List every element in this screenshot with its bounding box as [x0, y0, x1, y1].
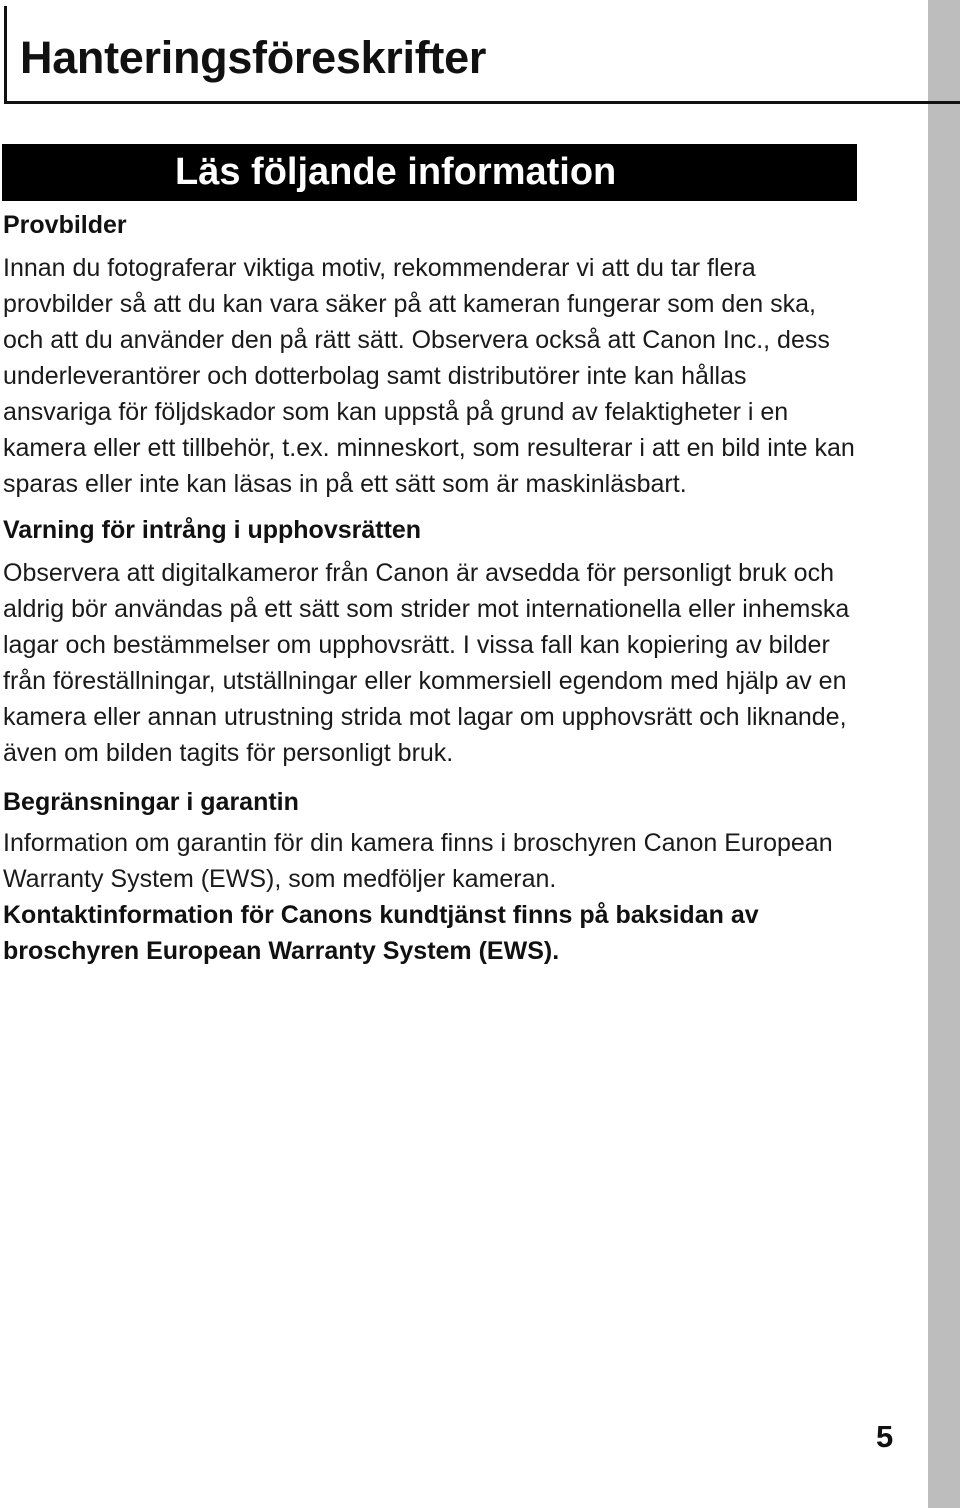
page-title: Hanteringsföreskrifter [20, 32, 487, 83]
section-paragraph-provbilder: Innan du fotograferar viktiga motiv, rekommenderar vi att du tar flera provbilder så att du kan vara säker på att kameran fungerar som den ska, och att du använder den på rätt sätt. Observera också att Canon Inc., dess underleverantörer och dotterbolag samt distributörer inte kan hållas ansvariga för följdskador som kan uppstå på grund av felaktigheter i en kamera eller ett tillbehör, t.ex. minneskort, som resulterar i att en bild inte kan sparas eller inte kan läsas in på ett sätt som är maskinläsbart. [3, 254, 855, 498]
section-heading-provbilder: Provbilder [3, 211, 127, 239]
section-banner [2, 144, 857, 201]
section-heading-warranty: Begränsningar i garantin [3, 788, 299, 816]
section-paragraph-warranty: Information om garantin för din kamera finns i broschyren Canon European Warranty System (EWS), som medföljer kameran. [3, 829, 833, 893]
section-heading-copyright: Varning för intrång i upphovsrätten [3, 516, 422, 544]
title-block [0, 0, 960, 104]
page-edge-strip [928, 0, 960, 1508]
section-paragraph-warranty-contact: Kontaktinformation för Canons kundtjänst finns på baksidan av broschyren European Warranty System (EWS). [3, 901, 759, 965]
title-left-rule [4, 6, 7, 103]
section-paragraph-copyright: Observera att digitalkameror från Canon är avsedda för personligt bruk och aldrig bör användas på ett sätt som strider mot internationella eller inhemska lagar och bestämmelser om upphovsrätt. I vissa fall kan kopiering av bilder från föreställningar, utställningar eller kommersiell egendom med hjälp av en kamera eller annan utrustning strida mot lagar om upphovsrätt och liknande, även om bilden tagits för personligt bruk. [3, 559, 850, 767]
page-number: 5 [876, 1419, 894, 1454]
section-banner-title: Läs följande information [175, 151, 617, 193]
main-content [3, 206, 855, 969]
title-bottom-rule [4, 101, 960, 104]
